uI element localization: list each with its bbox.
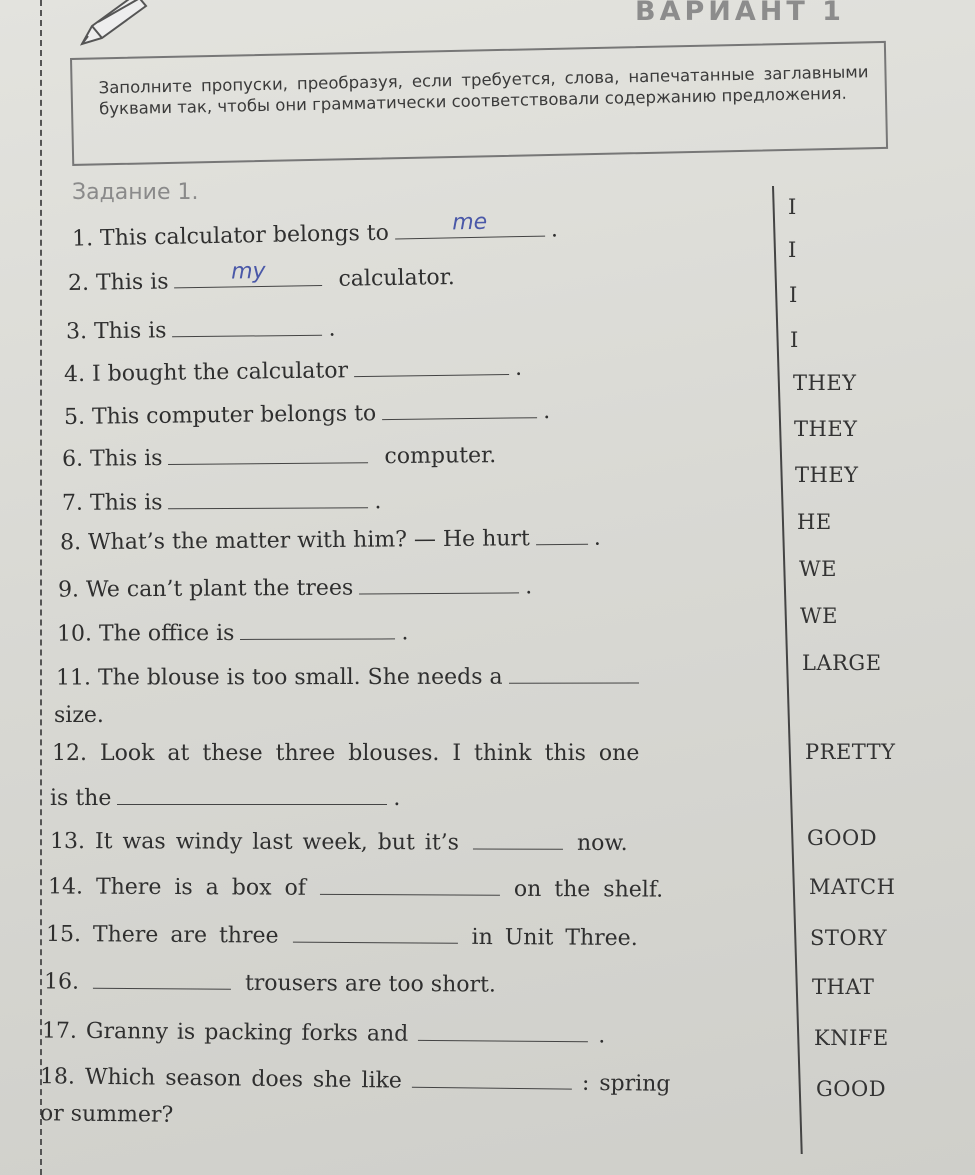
- pencil-icon: [78, 0, 148, 48]
- answer-blank-11[interactable]: [509, 660, 639, 683]
- keyword-12: PRETTY: [805, 740, 896, 764]
- exercise-11-continuation: size.: [54, 703, 104, 728]
- keyword-17: KNIFE: [814, 1026, 889, 1050]
- keyword-6: THEY: [794, 417, 858, 441]
- exercise-2: 2. This is my calculator.: [67, 258, 455, 297]
- exercise-10: 10. The office is .: [57, 616, 409, 646]
- exercise-18-continuation: or summer?: [39, 1101, 174, 1128]
- exercise-9: 9. We can’t plant the trees .: [58, 570, 532, 602]
- keyword-10: WE: [800, 604, 838, 628]
- exercise-15: 15. There are three in Unit Three.: [46, 918, 638, 951]
- answer-blank-8[interactable]: [536, 522, 588, 545]
- answer-blank-15[interactable]: [293, 920, 458, 944]
- keyword-11: LARGE: [802, 651, 882, 675]
- keyword-16: THAT: [812, 975, 875, 999]
- keyword-7: THEY: [795, 463, 859, 487]
- keyword-18: GOOD: [816, 1077, 887, 1101]
- keyword-1: I: [788, 195, 797, 219]
- task-title: Задание 1.: [72, 180, 199, 205]
- instruction-box: [70, 41, 888, 166]
- answer-blank-4[interactable]: [354, 352, 509, 377]
- exercise-3: 3. This is .: [66, 313, 336, 345]
- exercise-12-continuation: is the .: [50, 782, 400, 811]
- handwritten-answer-2: my: [230, 258, 266, 285]
- exercise-4: 4. I bought the calculator .: [64, 352, 522, 387]
- answer-blank-17[interactable]: [418, 1018, 588, 1042]
- exercise-14: 14. There is a box of on the shelf.: [48, 870, 663, 902]
- keyword-2: I: [788, 238, 797, 262]
- keyword-13: GOOD: [807, 826, 878, 850]
- answer-blank-14[interactable]: [320, 872, 500, 896]
- answer-blank-9[interactable]: [359, 570, 519, 594]
- exercise-6: 6. This is computer.: [62, 439, 496, 472]
- answer-blank-2[interactable]: [174, 258, 322, 288]
- keyword-3: I: [789, 283, 798, 307]
- exercise-12: 12. Look at these three blouses. I think this one: [52, 741, 640, 766]
- exercise-18: 18. Which season does she like : spring: [39, 1064, 671, 1097]
- keyword-15: STORY: [810, 926, 888, 950]
- exercise-16: 16. trousers are too short.: [44, 965, 496, 997]
- variant-heading: ВАРИАНТ 1: [635, 0, 845, 27]
- keyword-9: WE: [799, 557, 837, 581]
- answer-blank-16[interactable]: [93, 966, 231, 990]
- answer-blank-6[interactable]: [168, 440, 368, 465]
- exercise-17: 17. Granny is packing forks and .: [41, 1018, 606, 1049]
- answer-blank-1[interactable]: [395, 209, 545, 240]
- answer-blank-5[interactable]: [382, 395, 537, 420]
- answer-blank-7[interactable]: [168, 485, 368, 509]
- answer-blank-18[interactable]: [412, 1065, 572, 1090]
- exercise-5: 5. This computer belongs to .: [64, 395, 551, 430]
- exercise-7: 7. This is .: [62, 485, 382, 516]
- exercise-13: 13. It was windy last week, but it’s now.: [50, 825, 628, 856]
- answer-blank-12[interactable]: [117, 782, 387, 805]
- handwritten-answer-1: me: [451, 209, 488, 236]
- instruction-text: Заполните пропуски, преобразуя, если требуется, слова, напечатанные заглавными буквами так, чтобы они грамматически соответствовали содержанию предложения.: [98, 62, 869, 119]
- exercise-1: 1. This calculator belongs to me .: [71, 209, 559, 252]
- exercise-8: 8. What’s the matter with him? — He hurt .: [60, 522, 601, 556]
- keyword-4: I: [790, 328, 799, 352]
- answer-blank-13[interactable]: [473, 826, 563, 849]
- keyword-5: THEY: [793, 371, 857, 395]
- keyword-8: HE: [797, 510, 832, 534]
- keyword-14: MATCH: [809, 875, 896, 899]
- exercise-11: 11. The blouse is too small. She needs a: [56, 660, 645, 690]
- answer-blank-10[interactable]: [240, 616, 395, 640]
- answer-blank-3[interactable]: [172, 313, 322, 338]
- dashed-cut-line: [40, 0, 42, 1175]
